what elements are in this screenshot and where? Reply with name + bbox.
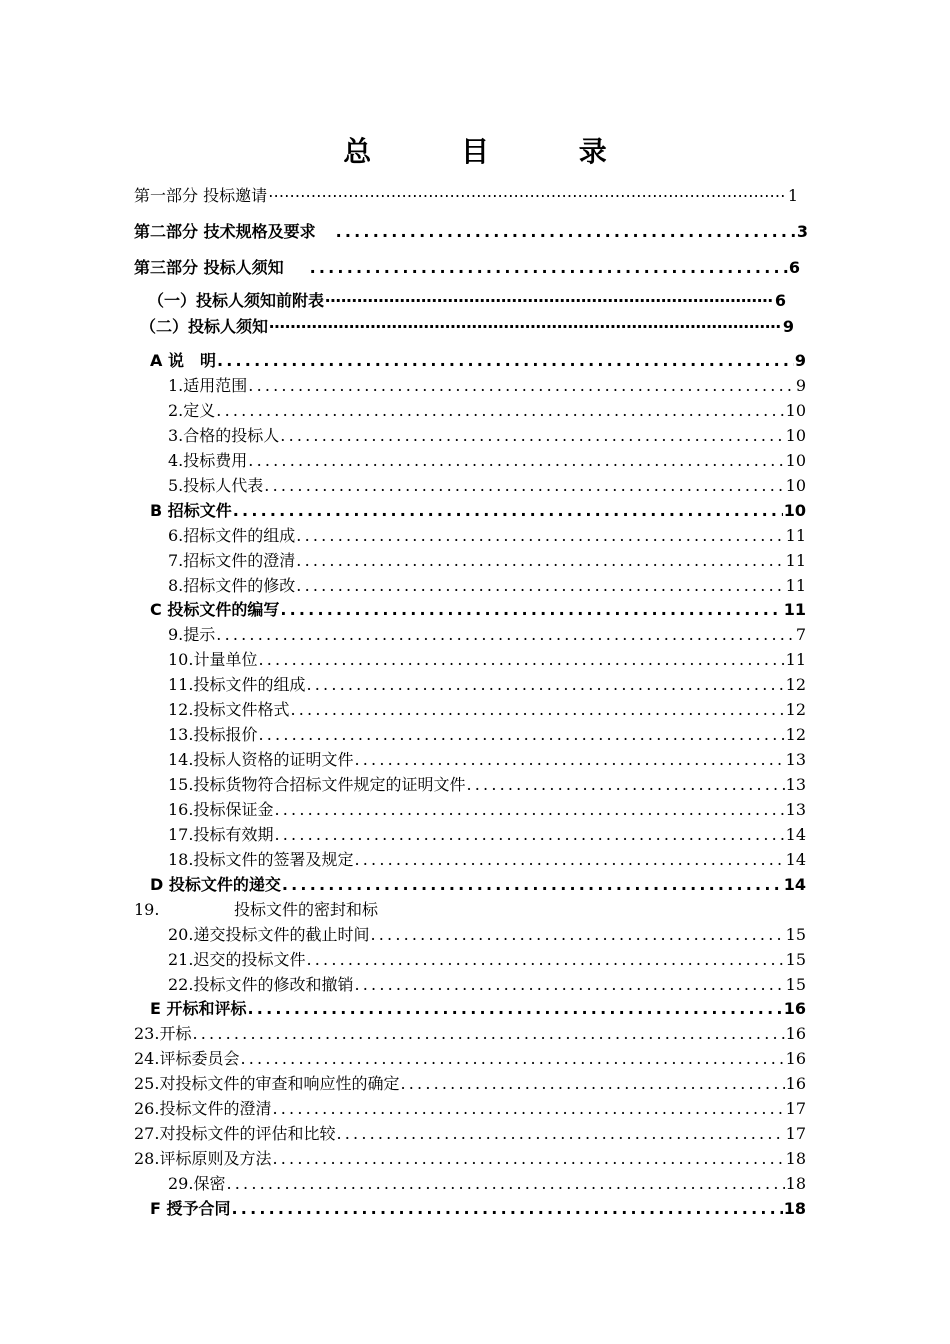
toc-page-number: 10: [783, 501, 806, 520]
toc-label: 第三部分 投标人须知: [134, 258, 284, 277]
toc-item-number: 15.: [168, 775, 194, 794]
toc-label: 投标报价: [193, 725, 258, 744]
toc-page-number: 11: [785, 551, 806, 570]
toc-item-22[interactable]: [168, 972, 806, 996]
toc-item-9[interactable]: [168, 622, 806, 646]
toc-page-number: 11: [785, 576, 806, 595]
toc-item-1[interactable]: [168, 373, 806, 397]
toc-item-2[interactable]: [168, 398, 806, 422]
toc-page-number: 18: [785, 1149, 806, 1168]
dot-leader: [226, 1174, 784, 1193]
toc-page-number: 16: [785, 1049, 806, 1068]
toc-item-3[interactable]: [168, 423, 806, 447]
dot-leader: [248, 999, 783, 1018]
page-title: 总 目 录: [343, 135, 647, 168]
toc-item-26[interactable]: [134, 1096, 806, 1120]
dot-leader: [272, 1149, 784, 1168]
toc-section-a[interactable]: [150, 348, 806, 372]
toc-page-number: 9: [794, 351, 806, 370]
dot-leader: [272, 1099, 784, 1118]
toc-label: 第二部分 技术规格及要求: [134, 222, 316, 241]
toc-label: 合格的投标人: [183, 426, 280, 445]
toc-page-number: 6: [774, 291, 786, 310]
toc-page-number: 17: [785, 1099, 806, 1118]
dot-leader: [233, 501, 783, 520]
toc-label: E 开标和评标: [150, 999, 247, 1018]
toc-label: 评标原则及方法: [159, 1149, 272, 1168]
toc-section-d[interactable]: [150, 872, 806, 896]
toc-page-number: 13: [785, 800, 806, 819]
toc-item-number: 19.: [134, 900, 160, 919]
toc-part-1[interactable]: [134, 183, 798, 207]
toc-label: 投标有效期: [193, 825, 274, 844]
toc-label: 招标文件的修改: [183, 576, 296, 595]
toc-item-number: 4.: [168, 451, 184, 470]
toc-label: 投标文件的组成: [193, 675, 306, 694]
toc-item-7[interactable]: [168, 548, 806, 572]
toc-item-number: 3.: [168, 426, 184, 445]
toc-subpart-2[interactable]: [140, 314, 794, 338]
toc-label: 招标文件的澄清: [183, 551, 296, 570]
toc-label: D 投标文件的递交: [150, 875, 281, 894]
dot-leader: [248, 451, 784, 470]
dot-leader: [264, 476, 784, 495]
toc-page-number: 15: [785, 975, 806, 994]
toc-item-20[interactable]: [168, 922, 806, 946]
toc-label: B 招标文件: [150, 501, 232, 520]
toc-page-number: 10: [785, 401, 806, 420]
toc-item-27[interactable]: [134, 1121, 806, 1145]
toc-item-17[interactable]: [168, 822, 806, 846]
toc-label: 保密: [193, 1174, 226, 1193]
toc-page-number: 10: [785, 451, 806, 470]
toc-section-c[interactable]: [150, 597, 806, 621]
dot-leader: [354, 975, 784, 994]
dot-leader: [354, 850, 784, 869]
toc-page-number: 6: [788, 258, 800, 277]
toc-label: 投标文件的澄清: [159, 1099, 272, 1118]
toc-label: C 投标文件的编写: [150, 600, 280, 619]
dot-leader: [296, 576, 784, 595]
toc-page-number: 11: [783, 600, 806, 619]
toc-item-10[interactable]: [168, 647, 806, 671]
toc-item-24[interactable]: [134, 1046, 806, 1070]
toc-item-number: 26.: [134, 1099, 160, 1118]
toc-label: 投标文件的修改和撤销: [193, 975, 354, 994]
toc-label: （二）投标人须知: [140, 317, 269, 336]
toc-label: 递交投标文件的截止时间: [193, 925, 370, 944]
toc-section-e[interactable]: [150, 996, 806, 1020]
toc-item-16[interactable]: [168, 797, 806, 821]
dot-leader: [280, 426, 784, 445]
toc-item-18[interactable]: [168, 847, 806, 871]
toc-label: 计量单位: [193, 650, 258, 669]
toc-label: 评标委员会: [159, 1049, 240, 1068]
toc-item-number: 10.: [168, 650, 194, 669]
dot-leader: [232, 1199, 783, 1218]
toc-item-number: 14.: [168, 750, 194, 769]
dot-leader: [296, 551, 784, 570]
dot-leader: [336, 222, 796, 241]
dot-leader: [274, 800, 784, 819]
toc-label: 投标保证金: [193, 800, 274, 819]
toc-label: 提示: [183, 625, 216, 644]
toc-item-number: 2.: [168, 401, 184, 420]
toc-item-number: 23.: [134, 1024, 160, 1043]
toc-item-8[interactable]: [168, 573, 806, 597]
dot-leader: [258, 725, 784, 744]
toc-label: 投标费用: [183, 451, 248, 470]
toc-label: 定义: [183, 401, 216, 420]
toc-item-number: 12.: [168, 700, 194, 719]
toc-page-number: 13: [785, 775, 806, 794]
toc-page-number: 14: [785, 825, 806, 844]
dot-leader: [466, 775, 784, 794]
dot-leader: [248, 376, 795, 395]
toc-item-23[interactable]: [134, 1021, 806, 1045]
toc-item-12[interactable]: [168, 697, 806, 721]
toc-page-number: 18: [783, 1199, 806, 1218]
toc-page-number: 12: [785, 675, 806, 694]
toc-item-number: 29.: [168, 1174, 194, 1193]
toc-item-number: 27.: [134, 1124, 160, 1143]
toc-item-number: 16.: [168, 800, 194, 819]
toc-item-number: 17.: [168, 825, 194, 844]
toc-item-19[interactable]: [134, 897, 806, 921]
toc-item-11[interactable]: [168, 672, 806, 696]
dot-leader: [216, 625, 795, 644]
dot-leader: [296, 526, 784, 545]
toc-page-number: 17: [785, 1124, 806, 1143]
toc-item-number: 8.: [168, 576, 184, 595]
dot-leader: [306, 675, 784, 694]
toc-page-number: 10: [785, 476, 806, 495]
toc-label: F 授予合同: [150, 1199, 231, 1218]
toc-page-number: 10: [785, 426, 806, 445]
dot-leader: [216, 401, 784, 420]
toc-item-25[interactable]: [134, 1071, 806, 1095]
toc-page-number: 14: [785, 850, 806, 869]
toc-item-number: 7.: [168, 551, 184, 570]
toc-page-number: 12: [785, 725, 806, 744]
toc-section-f[interactable]: [150, 1196, 806, 1220]
toc-page-number: 9: [795, 376, 806, 395]
toc-label: 第一部分 投标邀请: [134, 186, 268, 205]
toc-page-number: 15: [785, 925, 806, 944]
toc-page-number: 11: [785, 650, 806, 669]
dot-leader: [325, 291, 774, 310]
toc-item-number: 5.: [168, 476, 184, 495]
toc-label: 投标人资格的证明文件: [193, 750, 354, 769]
toc-part-2[interactable]: [134, 219, 808, 243]
toc-section-b[interactable]: [150, 498, 806, 522]
dot-leader: [240, 1049, 784, 1068]
dot-leader: [290, 700, 784, 719]
toc-label: （一）投标人须知前附表: [148, 291, 325, 310]
dot-leader: [400, 1074, 784, 1093]
toc-page-number: 16: [783, 999, 806, 1018]
toc-label: 招标文件的组成: [183, 526, 296, 545]
toc-item-number: 18.: [168, 850, 194, 869]
toc-item-number: 28.: [134, 1149, 160, 1168]
toc-item-13[interactable]: [168, 722, 806, 746]
toc-item-14[interactable]: [168, 747, 806, 771]
toc-item-number: 1.: [168, 376, 184, 395]
dot-leader: [258, 650, 784, 669]
dot-leader: [192, 1024, 784, 1043]
toc-item-21[interactable]: [168, 947, 806, 971]
toc-item-number: 6.: [168, 526, 184, 545]
toc-subpart-1[interactable]: [148, 288, 786, 312]
toc-label: A 说 明: [150, 351, 216, 370]
toc-page-number: 11: [785, 526, 806, 545]
dot-leader: [370, 925, 784, 944]
toc-label: 投标人代表: [183, 476, 264, 495]
toc-label: 适用范围: [183, 376, 248, 395]
toc-item-number: 22.: [168, 975, 194, 994]
dot-leader: [268, 186, 787, 205]
toc-item-number: 11.: [168, 675, 194, 694]
toc-item-number: 20.: [168, 925, 194, 944]
toc-item-5[interactable]: [168, 473, 806, 497]
toc-page-number: 14: [783, 875, 806, 894]
toc-item-number: 24.: [134, 1049, 160, 1068]
dot-leader: [269, 317, 782, 336]
toc-page-number: 9: [782, 317, 794, 336]
toc-label: 开标: [159, 1024, 192, 1043]
toc-page-number: 18: [785, 1174, 806, 1193]
toc-item-6[interactable]: [168, 523, 806, 547]
dot-leader: [336, 1124, 784, 1143]
dot-leader: [354, 750, 784, 769]
toc-item-4[interactable]: [168, 448, 806, 472]
toc-item-29[interactable]: [168, 1171, 806, 1195]
dot-leader: [274, 825, 784, 844]
toc-item-number: 13.: [168, 725, 194, 744]
dot-leader: [217, 351, 794, 370]
toc-item-15[interactable]: [168, 772, 806, 796]
toc-label: 对投标文件的审查和响应性的确定: [159, 1074, 400, 1093]
toc-item-number: 25.: [134, 1074, 160, 1093]
dot-leader: [310, 258, 788, 277]
toc-page-number: 16: [785, 1024, 806, 1043]
dot-leader: [306, 950, 784, 969]
toc-page-number: 15: [785, 950, 806, 969]
toc-page-number: 7: [795, 625, 806, 644]
dot-leader: [282, 875, 783, 894]
toc-label: 投标文件的密封和标: [234, 900, 379, 919]
toc-label: 投标货物符合招标文件规定的证明文件: [193, 775, 466, 794]
toc-page-number: 3: [796, 222, 808, 241]
toc-item-28[interactable]: [134, 1146, 806, 1170]
toc-page-number: 1: [787, 186, 798, 205]
toc-page-number: 12: [785, 700, 806, 719]
toc-page-number: 16: [785, 1074, 806, 1093]
toc-label: 投标文件格式: [193, 700, 290, 719]
toc-part-3[interactable]: [134, 255, 800, 279]
toc-item-number: 9.: [168, 625, 184, 644]
toc-label: 对投标文件的评估和比较: [159, 1124, 336, 1143]
toc-page-number: 13: [785, 750, 806, 769]
dot-leader: [280, 600, 782, 619]
toc-item-number: 21.: [168, 950, 194, 969]
toc-label: 投标文件的签署及规定: [193, 850, 354, 869]
toc-label: 迟交的投标文件: [193, 950, 306, 969]
